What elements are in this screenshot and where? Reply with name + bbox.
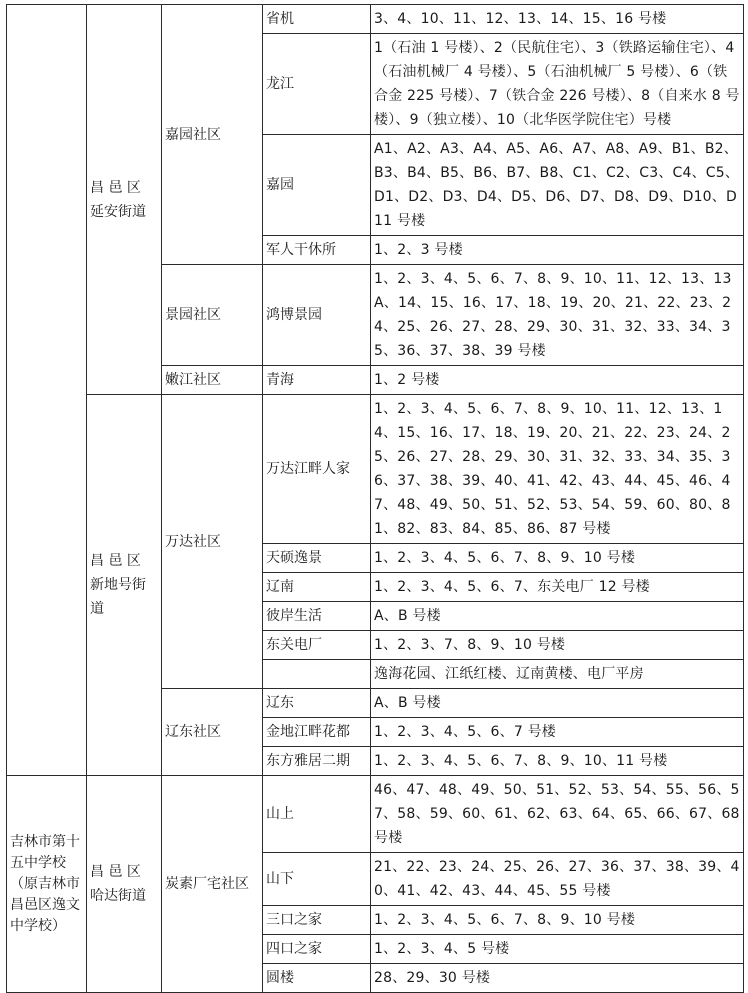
buildings-cell: 1、2、3、4、5、6、7、8、9、10、11、12、13、13A、14、15、16、17、18、19、20、21、22、23、24、25、26、27、28、29、30、31、32、33、34、35、36、37、38、39 号楼 (371, 265, 744, 366)
estate-cell: 嘉园 (263, 135, 371, 236)
table-row (7, 776, 744, 853)
buildings-cell: 21、22、23、24、25、26、27、36、37、38、39、40、41、42、43、44、45、55 号楼 (371, 853, 744, 906)
buildings-cell: 1、2、3、4、5、6、7、8、9、10 号楼 (371, 544, 744, 573)
buildings-cell: A1、A2、A3、A4、A5、A6、A7、A8、A9、B1、B2、B3、B4、B5、B6、B7、B8、C1、C2、C3、C4、C5、D1、D2、D3、D4、D5、D6、D7、D8、D9、D10、D11 号楼 (371, 135, 744, 236)
estate-cell: 三口之家 (263, 906, 371, 935)
estate-cell: 东关电厂 (263, 631, 371, 660)
street-cell: 昌 邑 区 延安街道 (87, 5, 162, 395)
buildings-cell: 1、2、3、4、5、6、7、8、9、10、11、12、13、14、15、16、17、18、19、20、21、22、23、24、25、26、27、28、29、30、31、32、33、34、35、36、37、38、39、40、41、42、43、44、45、46、47、48、49、50、51、52、53、54、59、60、80、81、82、83、84、85、86、87 号楼 (371, 395, 744, 544)
estate-cell: 辽东 (263, 689, 371, 718)
table-row (7, 395, 744, 544)
estate-cell: 彼岸生活 (263, 602, 371, 631)
school-zoning-table (6, 4, 744, 993)
buildings-cell: 逸海花园、江纸红楼、辽南黄楼、电厂平房 (371, 660, 744, 689)
buildings-cell: 1、2、3、4、5、6、7、8、9、10、11 号楼 (371, 747, 744, 776)
estate-cell: 山下 (263, 853, 371, 906)
community-cell: 嘉园社区 (162, 5, 263, 265)
estate-cell: 四口之家 (263, 935, 371, 964)
street-cell: 昌 邑 区 哈达街道 (87, 776, 162, 993)
estate-cell: 鸿博景园 (263, 265, 371, 366)
community-cell: 万达社区 (162, 395, 263, 689)
estate-cell: 金地江畔花都 (263, 718, 371, 747)
estate-cell: 省机 (263, 5, 371, 34)
table-row (7, 5, 744, 34)
buildings-cell: 1、2、3、7、8、9、10 号楼 (371, 631, 744, 660)
estate-cell: 天硕逸景 (263, 544, 371, 573)
buildings-cell: 28、29、30 号楼 (371, 964, 744, 993)
buildings-cell: 3、4、10、11、12、13、14、15、16 号楼 (371, 5, 744, 34)
buildings-cell: 1、2、3、4、5、6、7、8、9、10 号楼 (371, 906, 744, 935)
community-cell: 辽东社区 (162, 689, 263, 776)
estate-cell: 东方雅居二期 (263, 747, 371, 776)
school-cell (7, 5, 87, 776)
estate-cell: 万达江畔人家 (263, 395, 371, 544)
buildings-cell: 1、2、3 号楼 (371, 236, 744, 265)
estate-cell: 青海 (263, 366, 371, 395)
buildings-cell: 46、47、48、49、50、51、52、53、54、55、56、57、58、59、60、61、62、63、64、65、66、67、68 号楼 (371, 776, 744, 853)
estate-cell: 军人干休所 (263, 236, 371, 265)
school-cell: 吉林市第十五中学校（原吉林市昌邑区逸文中学校） (7, 776, 87, 993)
buildings-cell: 1、2、3、4、5、6、7 号楼 (371, 718, 744, 747)
buildings-cell: A、B 号楼 (371, 602, 744, 631)
estate-cell: 山上 (263, 776, 371, 853)
buildings-cell: A、B 号楼 (371, 689, 744, 718)
estate-cell: 辽南 (263, 573, 371, 602)
buildings-cell: 1、2 号楼 (371, 366, 744, 395)
estate-cell: 圆楼 (263, 964, 371, 993)
buildings-cell: 1、2、3、4、5 号楼 (371, 935, 744, 964)
estate-cell (263, 660, 371, 689)
community-cell: 景园社区 (162, 265, 263, 366)
community-cell: 嫩江社区 (162, 366, 263, 395)
street-cell: 昌 邑 区 新地号街道 (87, 395, 162, 776)
estate-cell: 龙江 (263, 34, 371, 135)
buildings-cell: 1、2、3、4、5、6、7、东关电厂 12 号楼 (371, 573, 744, 602)
buildings-cell: 1（石油 1 号楼）、2（民航住宅）、3（铁路运输住宅）、4（石油机械厂 4 号楼）、5（石油机械厂 5 号楼）、6（铁合金 225 号楼）、7（铁合金 226 号楼）、8（自来水 8 号楼）、9（独立楼）、10（北华医学院住宅）号楼 (371, 34, 744, 135)
table-body (7, 5, 744, 993)
community-cell: 炭素厂宅社区 (162, 776, 263, 993)
